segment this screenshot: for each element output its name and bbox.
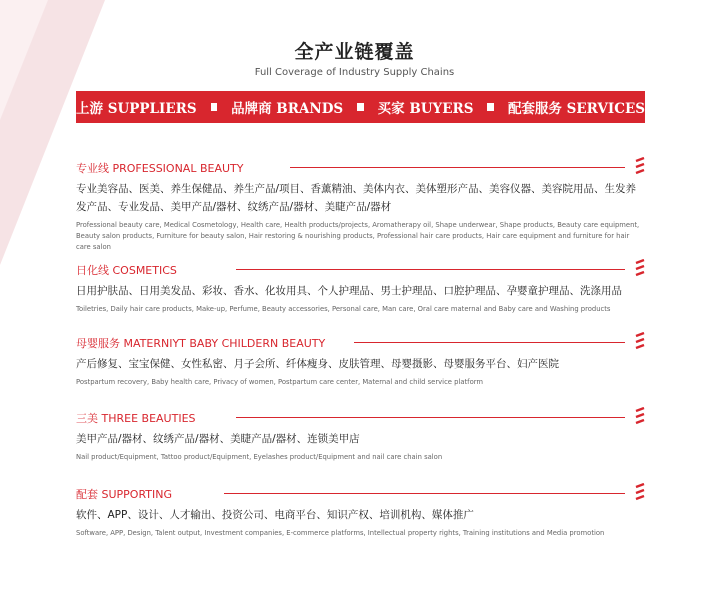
section-title: 专业线 PROFESSIONAL BEAUTY bbox=[76, 162, 244, 175]
chevron-stripes-icon bbox=[634, 407, 646, 425]
section-cn-text: 软件、APP、设计、人才输出、投资公司、电商平台、知识产权、培训机构、媒体推广 bbox=[76, 509, 474, 521]
section-cn-text: 专业美容品、医美、养生保健品、养生产品/项目、香薰精油、美体内衣、美体塑形产品、美容仪器、美容院用品、生发养发产品、专业发品、美甲产品/器材、纹绣产品/器材、美睫产品/器材 bbox=[76, 183, 637, 213]
banner-item-brands: 品牌商 BRANDS bbox=[231, 101, 344, 117]
section-maternity-baby bbox=[76, 335, 646, 388]
square-bullet-icon bbox=[211, 103, 217, 111]
page-subtitle: Full Coverage of Industry Supply Chains bbox=[254, 67, 455, 78]
page-title: 全产业链覆盖 bbox=[294, 41, 415, 63]
section-cn-text: 产后修复、宝宝保健、女性私密、月子会所、纤体瘦身、皮肤管理、母婴摄影、母婴服务平台、妇产医院 bbox=[76, 358, 559, 370]
section-en-text: Nail product/Equipment, Tattoo product/Equipment, Eyelashes product/Equipment and nail care chain salon bbox=[76, 453, 443, 461]
square-bullet-icon bbox=[357, 103, 363, 111]
section-title: 母婴服务 MATERNIYT BABY CHILDERN BEAUTY bbox=[76, 337, 326, 350]
section-cn-text: 日用护肤品、日用美发品、彩妆、香水、化妆用具、个人护理品、男士护理品、口腔护理品、孕婴童护理品、洗涤用品 bbox=[76, 285, 622, 297]
section-cn-text: 美甲产品/器材、纹绣产品/器材、美睫产品/器材、连锁美甲店 bbox=[76, 433, 360, 445]
divider-line bbox=[224, 493, 625, 494]
section-supporting bbox=[76, 486, 646, 539]
category-banner bbox=[76, 91, 645, 123]
divider-line bbox=[354, 342, 625, 343]
chevron-stripes-icon bbox=[634, 157, 646, 175]
divider-line bbox=[236, 269, 625, 270]
section-title: 日化线 COSMETICS bbox=[76, 264, 177, 277]
banner-item-buyers: 买家 BUYERS bbox=[377, 101, 474, 117]
section-title: 配套 SUPPORTING bbox=[76, 488, 173, 501]
section-professional-beauty bbox=[76, 160, 646, 253]
chevron-stripes-icon bbox=[634, 332, 646, 350]
section-en-text: Toiletries, Daily hair care products, Make-up, Perfume, Beauty accessories, Personal care, Man care, Oral care maternal and Baby care and Washing products bbox=[76, 305, 611, 313]
section-en-text: Postpartum recovery, Baby health care, Privacy of women, Postpartum care center, Maternal and child service platform bbox=[76, 378, 484, 386]
square-bullet-icon bbox=[487, 103, 493, 111]
section-en-text: Software, APP, Design, Talent output, Investment companies, E-commerce platforms, Intellectual property rights, Training institutions and Media promotion bbox=[76, 529, 605, 537]
section-en-text: Professional beauty care, Medical Cosmetology, Health care, Health products/projects, Aromatherapy oil, Shape underwear, Shape products, Beauty care equipment, Beauty salon products, Furniture for beauty salon, Hair restoring & nourishing products, Professional hair care products, Hair care equipment and furniture for hair care salon bbox=[76, 221, 640, 251]
section-title: 三美 THREE BEAUTIES bbox=[76, 412, 196, 425]
section-three-beauties bbox=[76, 410, 646, 463]
banner-item-services: 配套服务 SERVICES bbox=[507, 101, 645, 117]
section-cosmetics bbox=[76, 262, 646, 315]
divider-line bbox=[236, 417, 625, 418]
banner-item-suppliers: 上游 SUPPLIERS bbox=[76, 101, 197, 117]
divider-line bbox=[290, 167, 625, 168]
chevron-stripes-icon bbox=[634, 259, 646, 277]
chevron-stripes-icon bbox=[634, 483, 646, 501]
